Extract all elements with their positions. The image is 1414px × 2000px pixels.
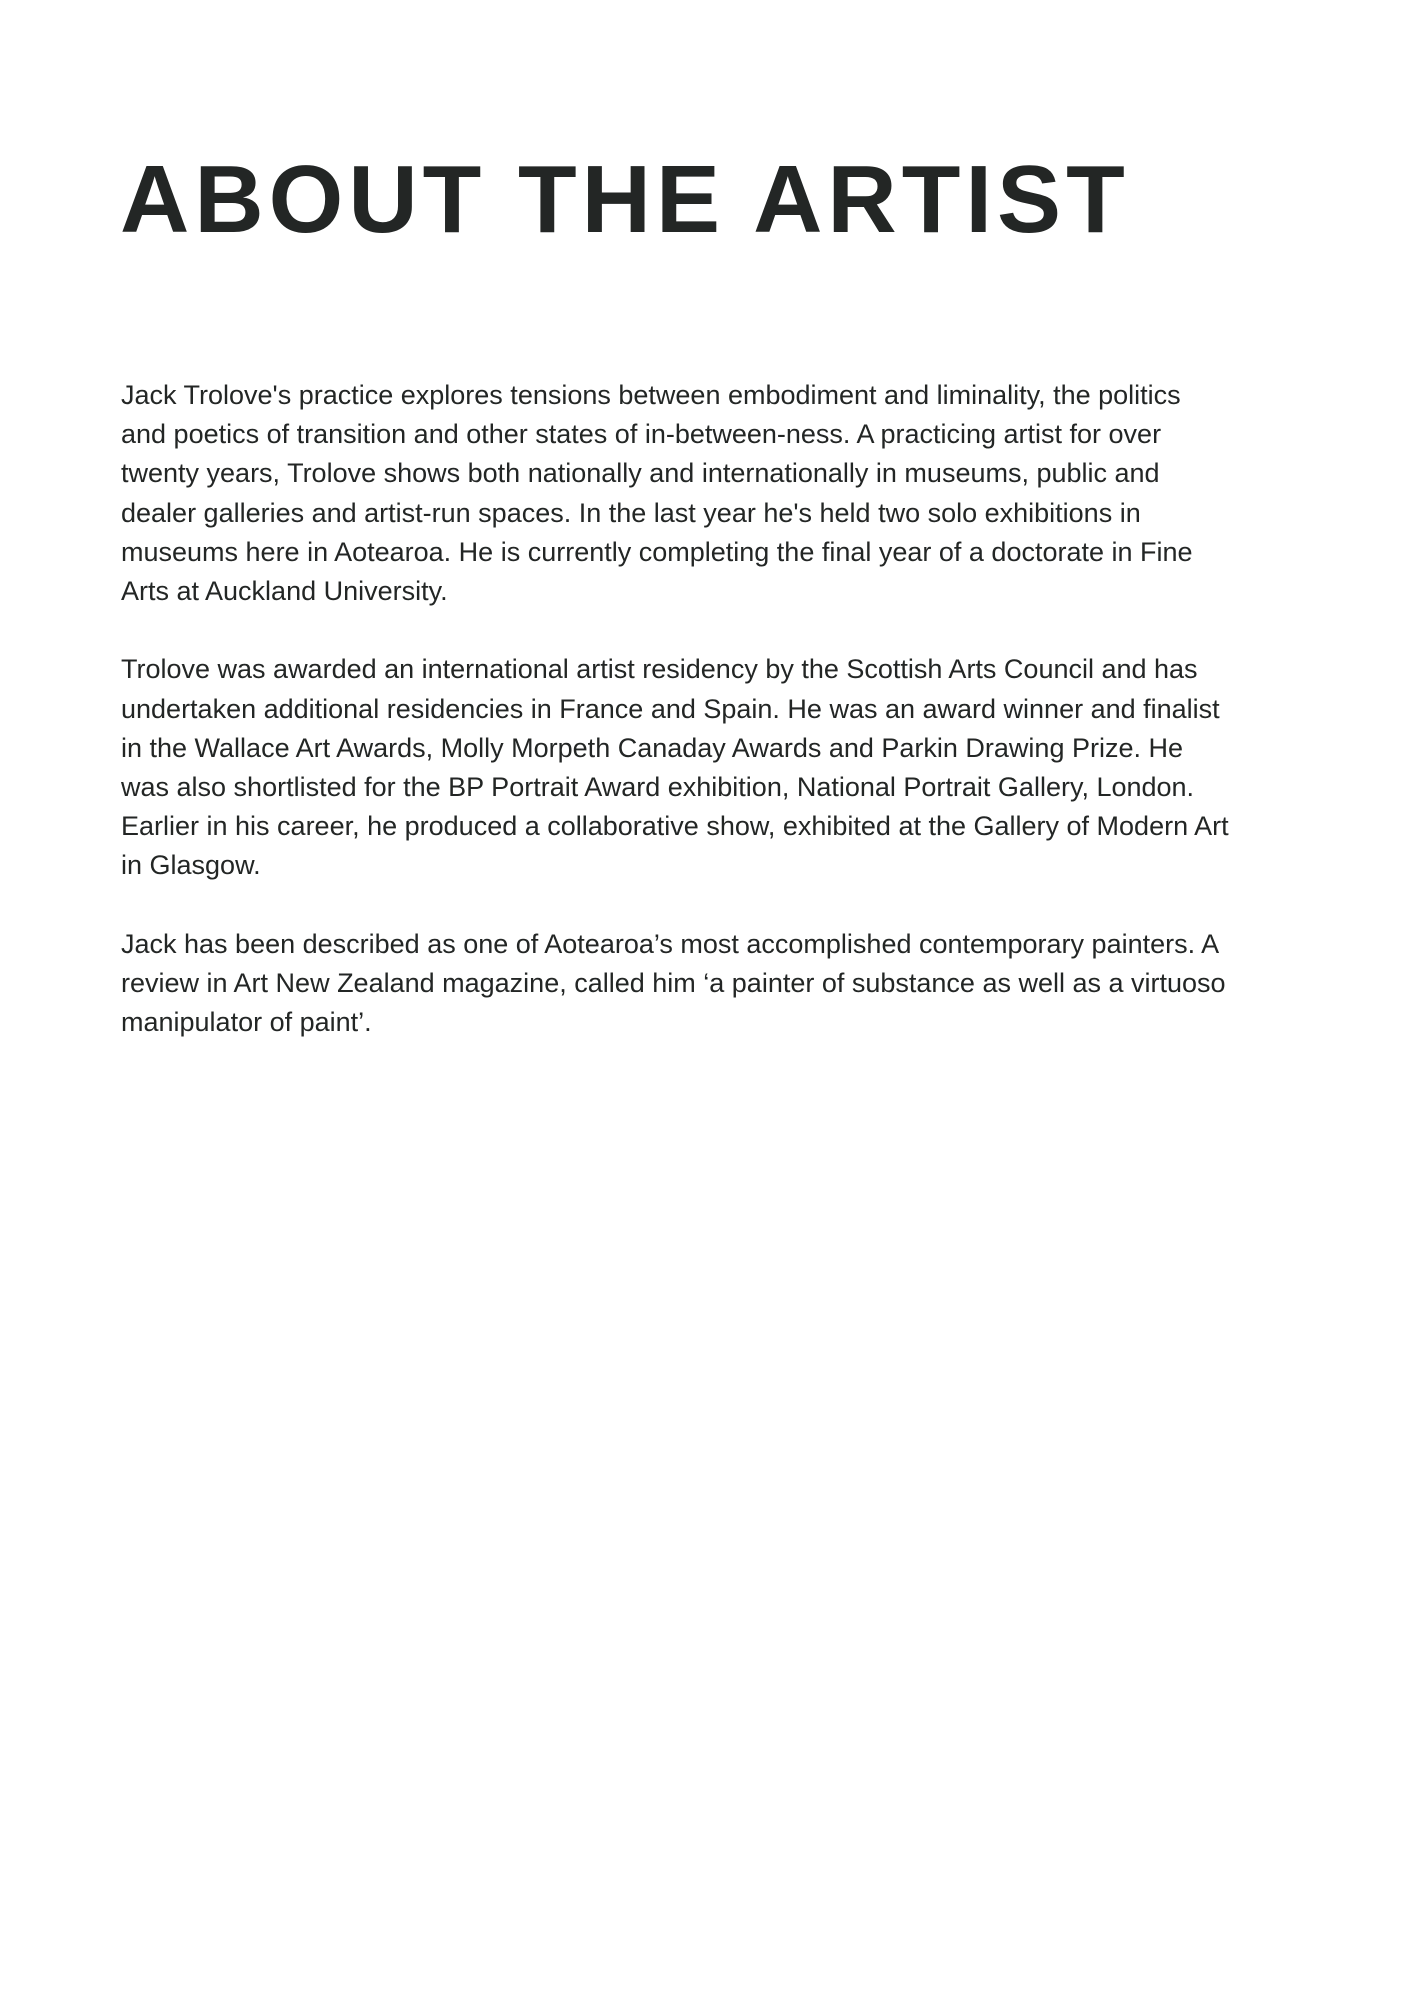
bio-paragraph-3: Jack has been described as one of Aotearoa’s most accomplished contemporary painters. A review in Art New Zealand magazine, called him ‘a painter of substance as well as a virtuoso manipulator of paint’. [121,928,1226,1038]
artist-bio [121,376,1231,1082]
page-title: ABOUT THE ARTIST [120,146,1130,253]
bio-paragraph-1: Jack Trolove's practice explores tensions between embodiment and liminality, the politics and poetics of transition and other states of in-between-ness. A practicing artist for over twenty years, Trolove shows both nationally and internationally in museums, public and dealer galleries and artist-run spaces. In the last year he's held two solo exhibitions in museums here in Aotearoa. He is currently completing the final year of a doctorate in Fine Arts at Auckland University. [121,380,1193,607]
bio-paragraph-2: Trolove was awarded an international artist residency by the Scottish Arts Council and has undertaken additional residencies in France and Spain. He was an award winner and finalist in the Wallace Art Awards, Molly Morpeth Canaday Awards and Parkin Drawing Prize. He was also shortlisted for the BP Portrait Award exhibition, National Portrait Gallery, London. Earlier in his career, he produced a collaborative show, exhibited at the Gallery of Modern Art in Glasgow. [121,654,1229,881]
